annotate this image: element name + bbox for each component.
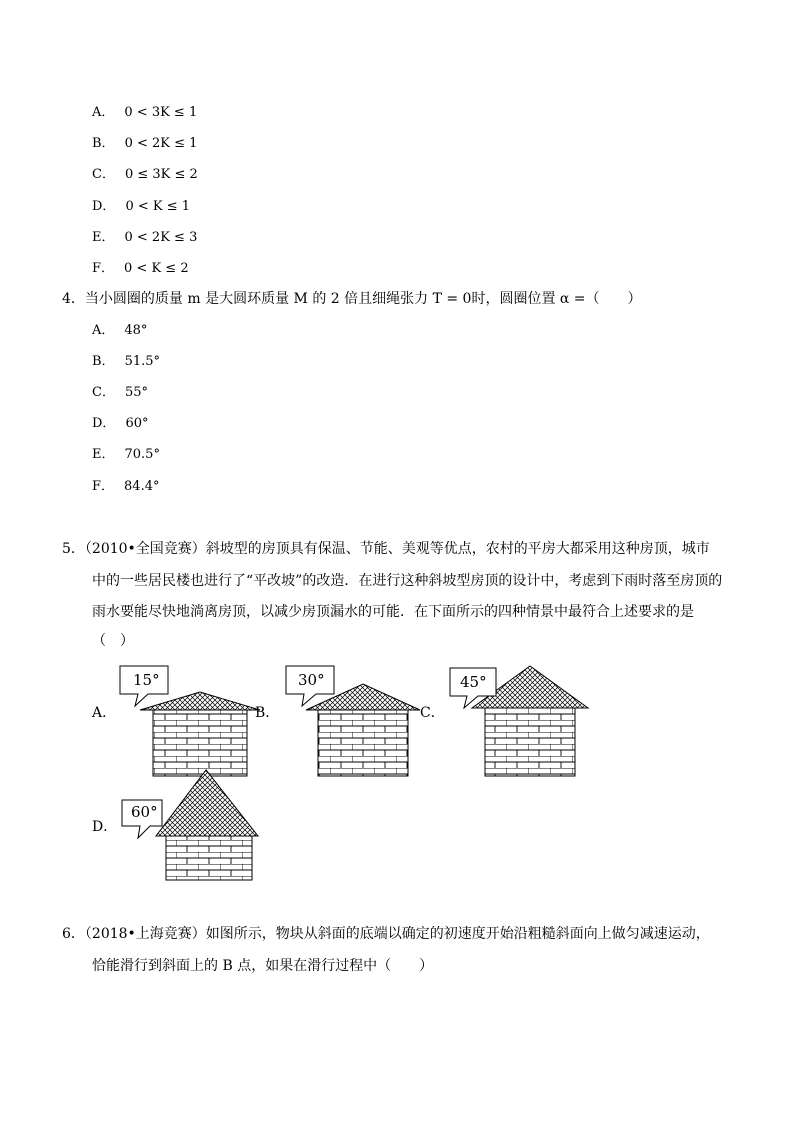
q4-option-e: E． 70.5°: [92, 447, 160, 462]
q5-line-2: 中的一些居民楼也进行了“平改坡”的改造．在进行这种斜坡型房顶的设计中，考虑到下雨时落至房顶的: [92, 573, 723, 589]
q3-option-c: C． 0 ≤ 3K ≤ 2: [92, 167, 198, 182]
angle-callout-b: 30°: [298, 671, 325, 689]
angle-callout-a: 15°: [133, 671, 160, 689]
q4-option-d: D． 60°: [92, 416, 149, 431]
q3-option-e: E． 0 < 2K ≤ 3: [92, 230, 198, 245]
choice-label-d: D．: [92, 819, 118, 835]
angle-callout-c: 45°: [460, 673, 487, 691]
house-d: [122, 770, 258, 880]
q5-line-4: （ ）: [92, 633, 134, 649]
q5-line-1: 5．（2010•全国竞赛）斜坡型的房顶具有保温、节能、美观等优点，农村的平房大都采用这种房顶，城市: [62, 541, 710, 557]
angle-callout-d: 60°: [131, 803, 158, 821]
q4-stem: 4．当小圆圈的质量 m 是大圆环质量 M 的 2 倍且细绳张力 T = 0时，圆圈位置 α =（ ）: [62, 291, 642, 307]
q5-line-3: 雨水要能尽快地淌离房顶，以减少房顶漏水的可能．在下面所示的四种情景中最符合上述要求的是: [92, 604, 694, 620]
q4-option-a: A． 48°: [92, 323, 148, 338]
q4-option-c: C． 55°: [92, 385, 148, 400]
choice-label-b: B．: [255, 705, 280, 721]
q4-option-b: B． 51.5°: [92, 354, 161, 369]
choice-label-a: A．: [92, 705, 117, 721]
q4-option-f: F． 84.4°: [92, 479, 160, 494]
q3-option-d: D． 0 < K ≤ 1: [92, 199, 191, 214]
choice-label-c: C．: [420, 705, 445, 721]
q3-option-f: F． 0 < K ≤ 2: [92, 261, 189, 276]
q3-option-a: A． 0 < 3K ≤ 1: [92, 105, 198, 120]
q3-option-b: B． 0 < 2K ≤ 1: [92, 136, 198, 151]
q6-line-1: 6．（2018•上海竞赛）如图所示，物块从斜面的底端以确定的初速度开始沿粗糙斜面向上做匀减速运动，: [62, 926, 710, 942]
q6-line-2: 恰能滑行到斜面上的 B 点，如果在滑行过程中（ ）: [92, 958, 434, 974]
